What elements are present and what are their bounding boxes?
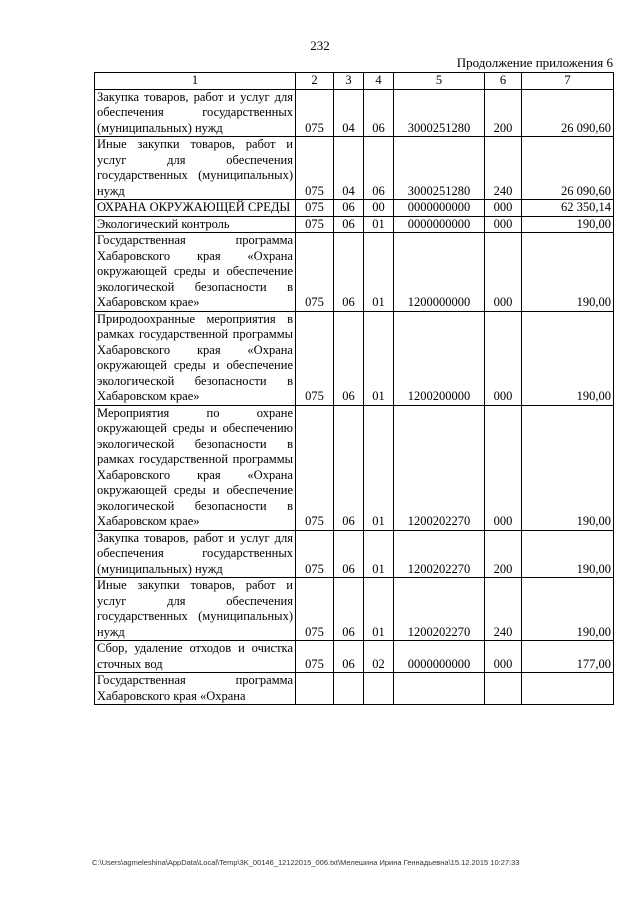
row-code-6: 000 [485,641,522,673]
row-code-5: 1200200000 [394,311,485,405]
row-code-2: 075 [296,530,334,578]
column-header: 5 [394,73,485,90]
row-amount: 190,00 [522,405,614,530]
row-code-2: 075 [296,216,334,233]
page-number: 232 [310,38,330,53]
column-header: 7 [522,73,614,90]
row-name: Закупка товаров, работ и услуг для обеспечения государственных (муниципальных) нужд [95,530,296,578]
row-code-6: 200 [485,530,522,578]
table-row [95,578,614,641]
row-code-3: 06 [334,578,364,641]
row-amount: 26 090,60 [522,137,614,200]
continuation-label: Продолжение приложения 6 [456,55,613,70]
column-header: 3 [334,73,364,90]
row-code-5: 1200202270 [394,578,485,641]
row-code-4: 06 [364,89,394,137]
row-code-2: 075 [296,200,334,217]
row-code-6: 000 [485,405,522,530]
row-amount: 62 350,14 [522,200,614,217]
table-row [95,673,614,705]
row-code-6: 200 [485,89,522,137]
row-code-2: 075 [296,311,334,405]
budget-table [94,72,614,705]
row-amount: 190,00 [522,311,614,405]
row-code-5: 1200000000 [394,233,485,312]
row-code-2: 075 [296,137,334,200]
row-name: Иные закупки товаров, работ и услуг для обеспечения государственных (муниципальных) нужд [95,578,296,641]
row-amount [522,673,614,705]
row-code-3: 06 [334,405,364,530]
row-code-2 [296,673,334,705]
row-code-3 [334,673,364,705]
row-code-2: 075 [296,578,334,641]
row-code-5: 1200202270 [394,530,485,578]
row-code-4: 01 [364,233,394,312]
row-amount: 177,00 [522,641,614,673]
row-code-3: 04 [334,89,364,137]
row-code-3: 06 [334,530,364,578]
row-code-4: 01 [364,405,394,530]
row-name: Природоохранные мероприятия в рамках государственной программы Хабаровского края «Охрана окружающей среды и обеспечение экологической безопасности в Хабаровском крае» [95,311,296,405]
row-code-5: 3000251280 [394,137,485,200]
column-header: 2 [296,73,334,90]
table-row [95,200,614,217]
row-name: Государственная программа Хабаровского края «Охрана [95,673,296,705]
row-code-5: 0000000000 [394,641,485,673]
table-row [95,405,614,530]
row-code-2: 075 [296,405,334,530]
row-code-6: 240 [485,578,522,641]
row-amount: 190,00 [522,530,614,578]
row-code-6 [485,673,522,705]
row-code-6: 000 [485,311,522,405]
table-row [95,216,614,233]
table-row [95,311,614,405]
row-amount: 190,00 [522,233,614,312]
row-code-4: 01 [364,530,394,578]
row-code-3: 04 [334,137,364,200]
row-code-2: 075 [296,89,334,137]
column-header: 1 [95,73,296,90]
row-code-3: 06 [334,311,364,405]
row-amount: 190,00 [522,216,614,233]
table-row [95,137,614,200]
row-code-6: 000 [485,233,522,312]
row-code-4: 01 [364,216,394,233]
table-row [95,233,614,312]
row-code-6: 000 [485,200,522,217]
table-row [95,89,614,137]
row-code-4 [364,673,394,705]
row-code-4: 01 [364,578,394,641]
row-code-5: 0000000000 [394,216,485,233]
row-code-6: 000 [485,216,522,233]
row-code-4: 01 [364,311,394,405]
row-code-2: 075 [296,233,334,312]
column-header: 4 [364,73,394,90]
row-code-4: 06 [364,137,394,200]
row-name: Иные закупки товаров, работ и услуг для обеспечения государственных (муниципальных) нужд [95,137,296,200]
row-amount: 26 090,60 [522,89,614,137]
row-code-5: 1200202270 [394,405,485,530]
table-row [95,530,614,578]
column-header: 6 [485,73,522,90]
footer-file-path: C:\Users\agmeleshina\AppData\Local\Temp\3K_00146_12122015_006.txt\Мелешина Ирина Геннадьевна\15.12.2015 10:27:33 [92,858,520,867]
row-code-3: 06 [334,641,364,673]
row-name: Экологический контроль [95,216,296,233]
table-header-row [95,73,614,90]
row-code-4: 00 [364,200,394,217]
row-name: ОХРАНА ОКРУЖАЮЩЕЙ СРЕДЫ [95,200,296,217]
row-code-3: 06 [334,216,364,233]
row-code-5 [394,673,485,705]
row-code-5: 0000000000 [394,200,485,217]
row-code-3: 06 [334,200,364,217]
row-code-6: 240 [485,137,522,200]
row-name: Сбор, удаление отходов и очистка сточных вод [95,641,296,673]
row-code-4: 02 [364,641,394,673]
row-code-5: 3000251280 [394,89,485,137]
table-row [95,641,614,673]
row-code-2: 075 [296,641,334,673]
row-name: Государственная программа Хабаровского края «Охрана окружающей среды и обеспечение экологической безопасности в Хабаровском крае» [95,233,296,312]
row-name: Закупка товаров, работ и услуг для обеспечения государственных (муниципальных) нужд [95,89,296,137]
row-code-3: 06 [334,233,364,312]
row-amount: 190,00 [522,578,614,641]
row-name: Мероприятия по охране окружающей среды и обеспечению экологической безопасности в рамках государственной программы Хабаровского края «Охрана окружающей среды и обеспечение экологической безопасности в Хабаровском крае» [95,405,296,530]
